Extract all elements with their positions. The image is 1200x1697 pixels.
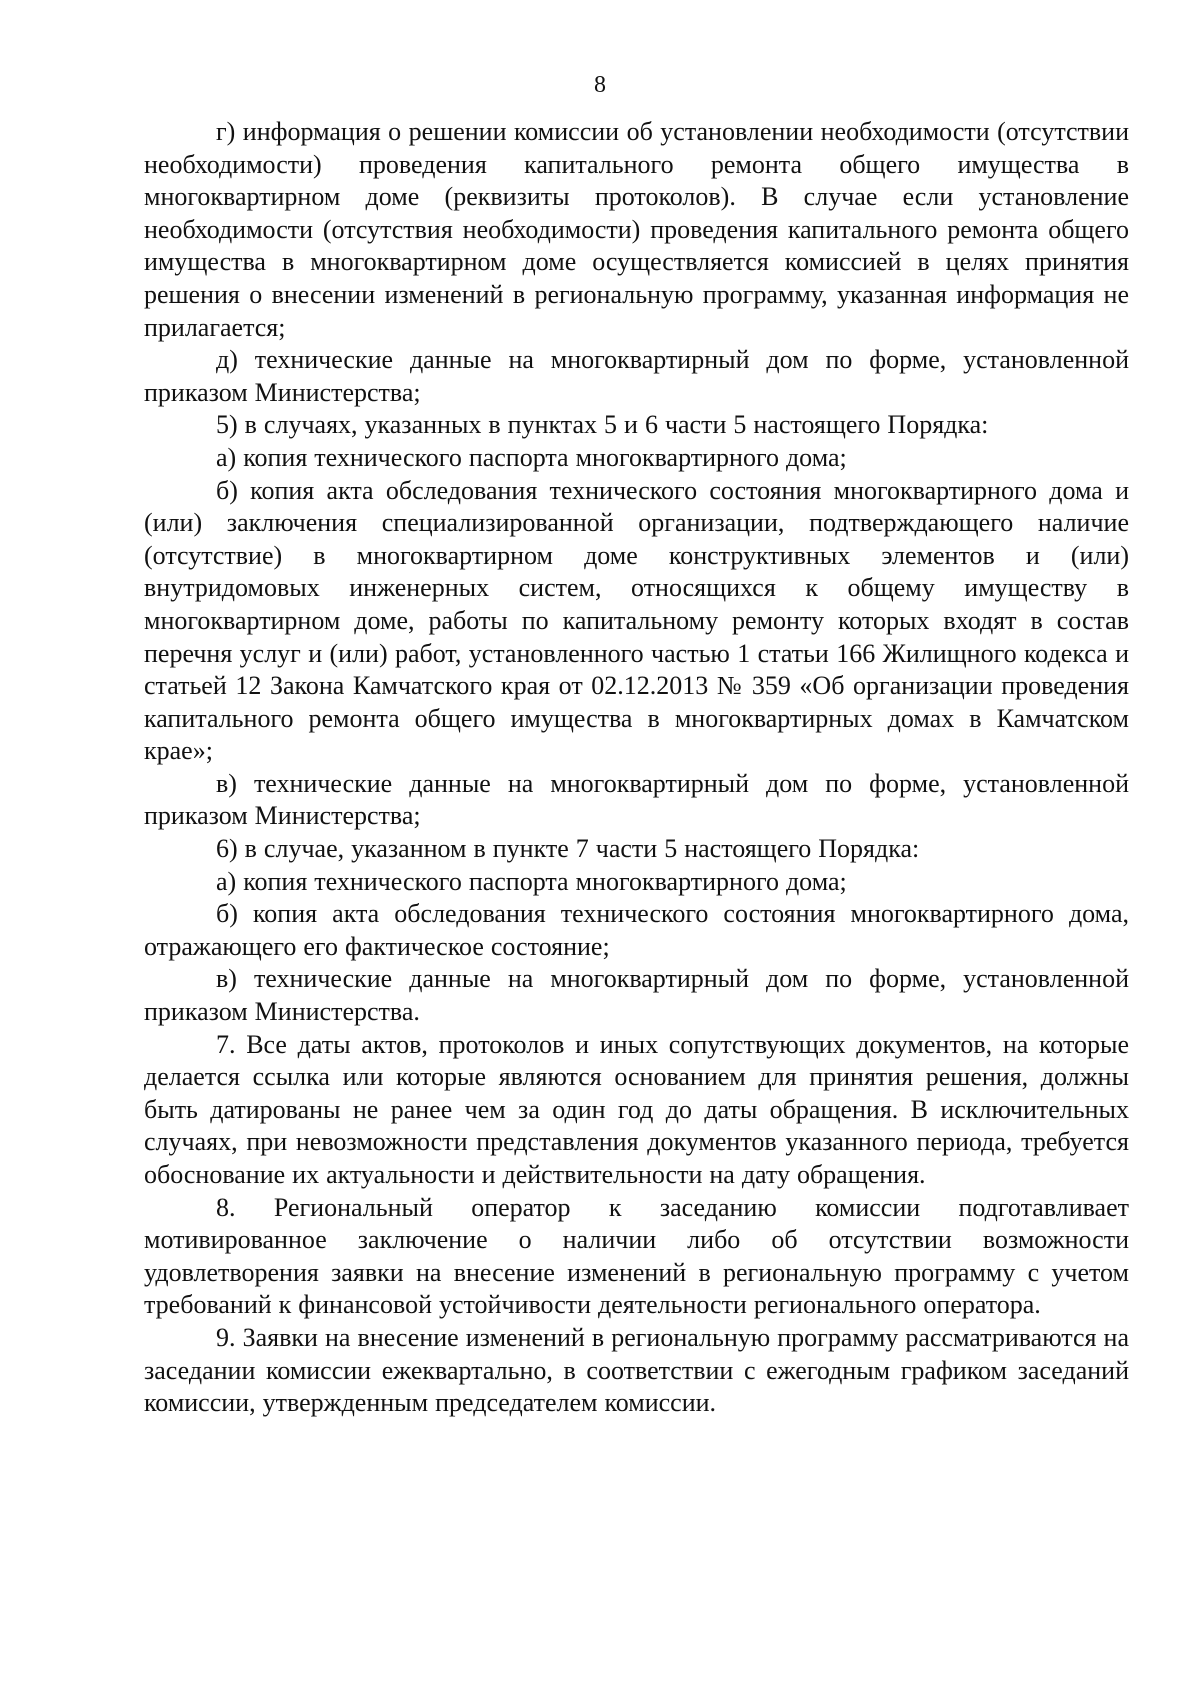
- paragraph-8-regional-operator: 8. Региональный оператор к заседанию комиссии подготавливает мотивированное заключение о наличии либо об отсутствии возможности удовлетворения заявки на внесение изменений в региональную программу с учетом требований к финансовой устойчивости деятельности регионального оператора.: [144, 1192, 1129, 1320]
- paragraph-g-protocol-info: г) информация о решении комиссии об установлении необходимости (отсутствии необходимости) проведения капитального ремонта общего имущества в многоквартирном доме (реквизиты протоколов). В случае если установление необходимости (отсутствия необходимости) проведения капитального ремонта общего имущества в многоквартирном доме осуществляется комиссией в целях принятия решения о внесении изменений в региональную программу, указанная информация не прилагается;: [144, 117, 1129, 342]
- page-number: 8: [594, 72, 606, 98]
- paragraph-6v-technical-data: в) технические данные на многоквартирный дом по форме, установленной приказом Министерства.: [144, 964, 1129, 1027]
- paragraph-5b-inspection-act: б) копия акта обследования технического состояния многоквартирного дома и (или) заключения специализированной организации, подтверждающего наличие (отсутствие) в многоквартирном доме конструктивных элементов и (или) внутридомовых инженерных систем, относящихся к общему имуществу в многоквартирном доме, работы по капитальному ремонту которых входят в состав перечня услуг и (или) работ, установленного частью 1 статьи 166 Жилищного кодекса и статьей 12 Закона Камчатского края от 02.12.2013 № 359 «Об организации проведения капитального ремонта общего имущества в многоквартирных домах в Камчатском крае»;: [144, 475, 1129, 766]
- paragraph-d-technical-data: д) технические данные на многоквартирный дом по форме, установленной приказом Министерства;: [144, 345, 1129, 407]
- document-body: [144, 116, 1129, 1420]
- paragraph-7-document-dates: 7. Все даты актов, протоколов и иных сопутствующих документов, на которые делается ссылка или которые являются основанием для принятия решения, должны быть датированы не ранее чем за один год до даты обращения. В исключительных случаях, при невозможности представления документов указанного периода, требуется обоснование их актуальности и действительности на дату обращения.: [144, 1029, 1129, 1189]
- paragraph-5v-technical-data: в) технические данные на многоквартирный дом по форме, установленной приказом Министерства;: [144, 768, 1129, 831]
- paragraph-5a-technical-passport: а) копия технического паспорта многоквартирного дома;: [216, 442, 847, 472]
- paragraph-6a-technical-passport: а) копия технического паспорта многоквартирного дома;: [216, 866, 847, 896]
- paragraph-6b-inspection-act: б) копия акта обследования технического состояния многоквартирного дома, отражающего его фактическое состояние;: [144, 899, 1129, 961]
- paragraph-9-applications-review: 9. Заявки на внесение изменений в региональную программу рассматриваются на заседании комиссии ежеквартально, в соответствии с ежегодным графиком заседаний комиссии, утвержденным председателем комиссии.: [144, 1322, 1129, 1418]
- paragraph-item-6-heading: 6) в случае, указанном в пункте 7 части 5 настоящего Порядка:: [216, 834, 920, 864]
- paragraph-item-5-heading: 5) в случаях, указанных в пунктах 5 и 6 части 5 настоящего Порядка:: [216, 410, 989, 440]
